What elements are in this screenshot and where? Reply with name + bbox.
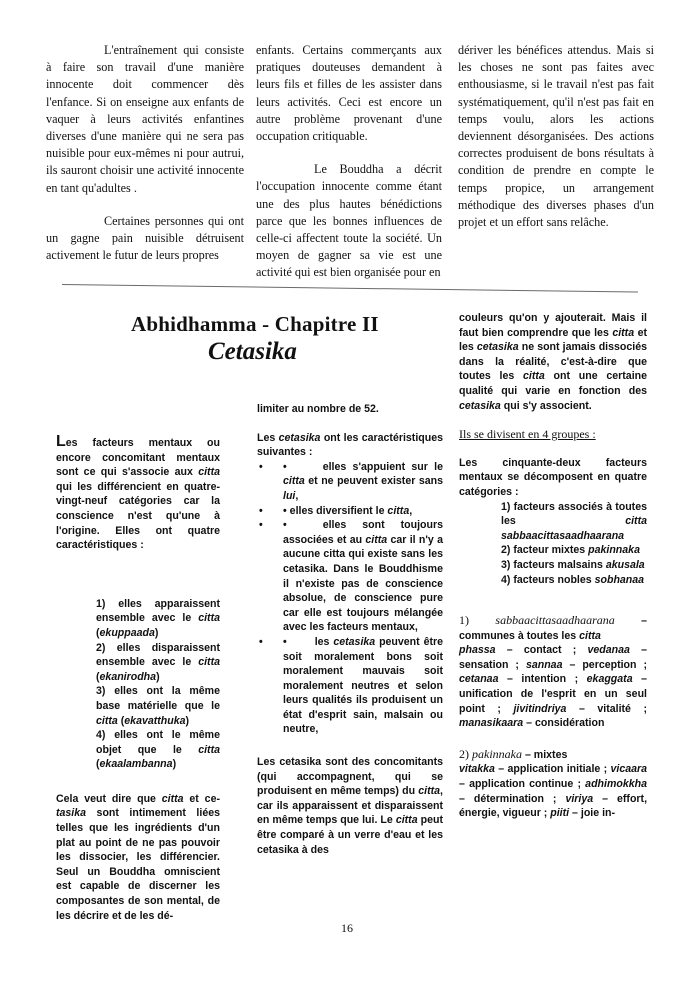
page-number: 16 xyxy=(341,921,353,935)
continuation-line: limiter au nombre de 52. xyxy=(257,403,379,415)
bullet-icon: • xyxy=(283,635,287,648)
bullet-item: • • elles diversifient le citta, xyxy=(259,504,413,517)
bullet-icon: • xyxy=(259,635,263,648)
paragraph: dériver les bénéfices attendus. Mais si les choses ne sont pas faites avec enthousiasme, si le travail n'est pas fait systématiquement, qu'il n'est pas fait en temps voulu, alors les actions deviennent désorganisées. Des actions correctes produisent de bons résultats à condition de prendre en compte le temps propice, un arrangement méthodique des diverses phases d'un projet et un effort sans relâche. xyxy=(458,43,654,230)
top-column-3 xyxy=(458,42,654,231)
paragraph: Cela veut dire que citta et ce-tasika sont intimement liées telles que les ingrédients d'un plat au point de ne pas pouvoir les dissocier, les différencier. Seul un Bouddha omniscient est capable de discerner les composantes de son mental, de les décrire et de les dé- xyxy=(56,792,220,922)
intro-paragraph: Les facteurs mentaux ou encore concomitant mentaux sont ce qui s'associe aux citta qui les différencient en quatre-vingt-neuf catégories car la conscience n'est qu'une à l'origine. Elles ont quatre caractéristiques : xyxy=(56,433,220,552)
section-2: 2) pakinnaka – mixtes vitakka – application initiale ; vicaara – application continue ; adhimokkha – détermination ; viriya – effort, énergie, vigueur ; piiti – joie in- xyxy=(459,746,648,820)
paragraph: Les cetasika ont les caractéristiques suivantes : xyxy=(257,431,443,459)
list-item: 2) facteur mixtes pakinnaka xyxy=(501,544,640,557)
paragraph: Certaines personnes qui ont un gagne pain nuisible détruisent activement le futur de leurs propres xyxy=(46,213,244,263)
chapter-title: Abhidhamma - Chapitre II xyxy=(131,312,379,336)
bullet-icon: • xyxy=(283,504,287,517)
top-column-2 xyxy=(256,42,442,282)
bullet-icon: • xyxy=(259,519,263,532)
list-item: 3) facteurs malsains akusala xyxy=(501,558,645,571)
bullet-icon: • xyxy=(259,460,263,473)
paragraph: couleurs qu'on y ajouterait. Mais il faut bien comprendre que les citta et les cetasika ne sont jamais dissociés dans la réalité, c'est-à-dire que toutes les citta ont une certaine qualité qui varie en fonction des cetasika qui s'y associent. xyxy=(459,312,647,412)
bullet-item: • • les cetasika peuvent être soit moralement bons soit moralement mauvais soit moralement neutres et selon leurs qualités ils produisent un état d'esprit sain, malsain ou neutre, xyxy=(259,635,444,736)
list-item: 2) elles disparaissent ensemble avec le citta (ekanirodha) xyxy=(96,641,220,683)
list-item: 4) facteurs nobles sobhanaa xyxy=(501,573,645,586)
groups-list xyxy=(459,500,647,588)
bottom-column-right xyxy=(459,311,647,821)
list-item: 4) elles ont le même objet que le citta (ekaalambanna) xyxy=(96,729,220,771)
paragraph: enfants. Certains commerçants aux pratiques douteuses demandent à leurs fils et filles de les assister dans leurs activités. Ceci est encore un autre problème provenant d'une occupation critiquable. xyxy=(256,43,442,144)
section-1: 1) sabbaacittasaadhaarana – communes à toutes les citta phassa – contact ; vedanaa – sensation ; sannaa – perception ; cetanaa – intention ; ekaggata – unification de l'esprit en un seul point ; jivitindriya – vitalité ; manasikaara – considération xyxy=(459,613,647,730)
paragraph: Le Bouddha a décrit l'occupation innocente comme étant une des plus hautes bénédictions parce que les bonnes influences de celle-ci affectent toute la société. Un moyen de gagner sa vie est une activité qui est bien organisée pour en xyxy=(256,162,442,280)
paragraph: Les cinquante-deux facteurs mentaux se décomposent en quatre catégories : xyxy=(459,456,647,498)
list-item: 1) elles apparaissent ensemble avec le citta (ekuppaada) xyxy=(96,597,220,639)
groups-heading: Ils se divisent en 4 groupes : xyxy=(459,427,596,442)
characteristics-bullets xyxy=(257,460,443,737)
list-item: 3) elles ont la même base matérielle que le citta (ekavatthuka) xyxy=(96,685,220,727)
section-divider xyxy=(62,284,638,293)
bullet-icon: • xyxy=(283,519,287,532)
paragraph: L'entraînement qui consiste à faire son travail d'une manière innocente doit commencer dès l'enfance. Si on enseigne aux enfants de vaquer à leurs activités enfantines diverses d'une manière qui ne sera pas nuisible pour eux-mêmes ni pour autrui, ils sauront choisir une activité innocente en tant qu'adultes . xyxy=(46,43,244,195)
bullet-item: • • elles sont toujours associées et au citta car il n'y a aucune citta qui existe sans les cetasika. Dans le Bouddhisme il n'existe pas de conscience absolue, de conscience pure car elle est toujours mélangée avec les facteurs mentaux, xyxy=(259,519,443,634)
characteristics-list xyxy=(56,597,220,772)
bullet-item: • • elles s'appuient sur le citta et ne peuvent exister sans lui, xyxy=(259,460,443,502)
bottom-column-middle xyxy=(257,402,443,857)
drop-cap: L xyxy=(56,433,66,450)
paragraph: Les cetasika sont des concomitants (qui accompagnent, qui se produisent en même temps) du citta, car ils apparaissent et disparaissent en même temps que lui. Le citta peut être comparé à un verre d'eau et les cetasika à des xyxy=(257,756,443,856)
list-item: 1) facteurs associés à toutes les citta sabbaacittasaadhaarana xyxy=(501,500,647,542)
bullet-icon: • xyxy=(283,460,287,473)
top-column-1 xyxy=(46,42,244,264)
bullet-icon: • xyxy=(259,504,263,517)
bottom-column-left xyxy=(56,433,220,923)
chapter-subtitle: Cetasika xyxy=(208,338,297,365)
